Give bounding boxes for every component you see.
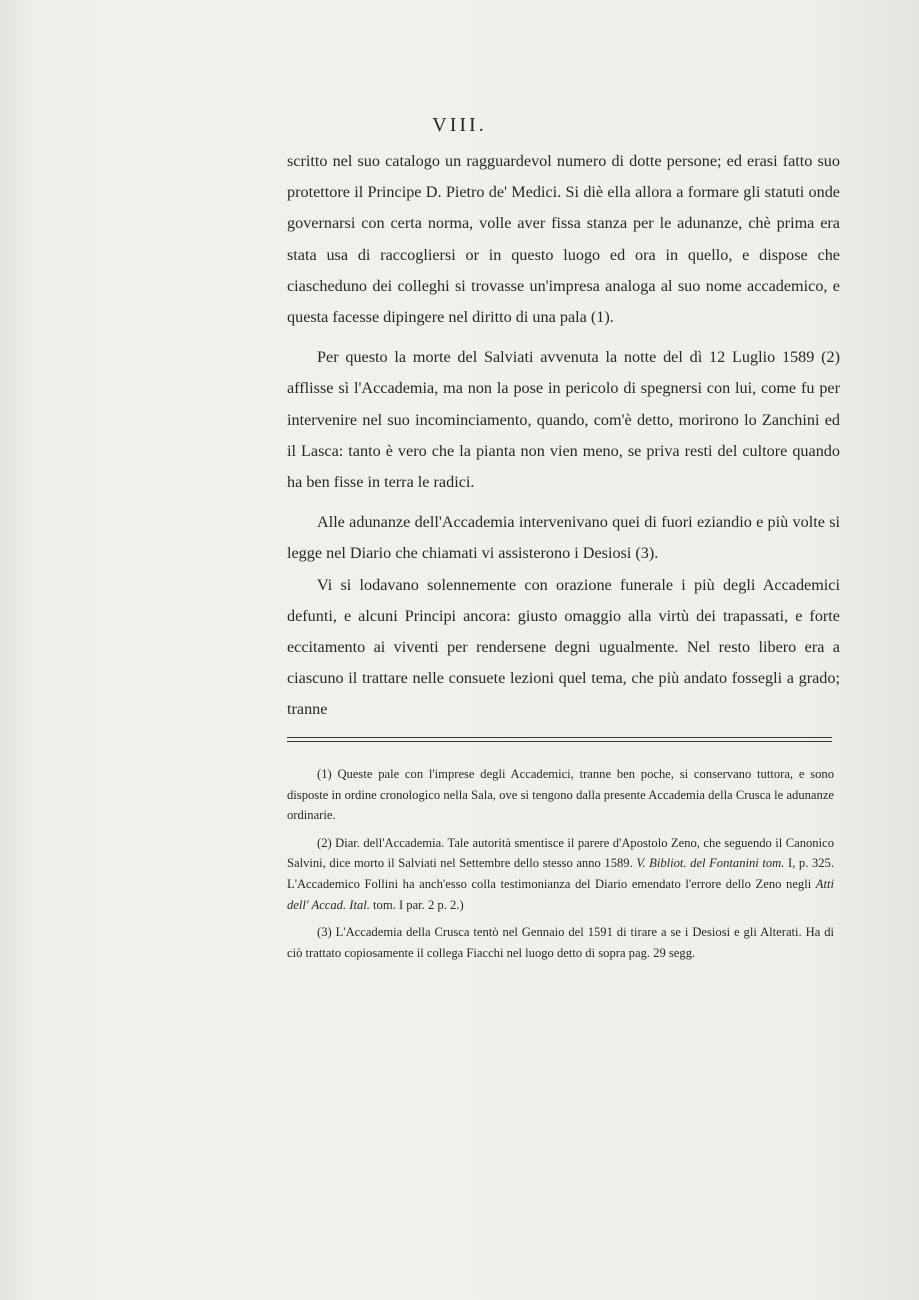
footnote: (1) Queste pale con l'imprese degli Accademici, tranne ben poche, si conservano tuttora, e sono disposte in ordine cronologico nella Sala, ove si tengono dalla presente Accademia della Crusca le adunanze ordinarie. (287, 767, 834, 823)
footnote (287, 833, 834, 915)
page-number: VIII. (432, 114, 487, 136)
footnotes (287, 764, 834, 970)
footnote-citation: V. Bibliot. del Fontanini tom. (636, 856, 785, 871)
footnote: (3) L'Accademia della Crusca tentò nel Gennaio del 1591 di tirare a se i Desiosi e gli Alterati. Ha di ciò trattato copiosamente il collega Fiacchi nel luogo detto di sopra pag. 29 segg. (287, 925, 834, 960)
footnote-text: I, p. 325. L'Accademico Follini ha anch'esso colla testimonianza del Diario emendato l'errore dello Zeno negli (287, 856, 835, 891)
footnote-text: (2) Diar. dell'Accademia. Tale autorità smentisce il parere d'Apostolo Zeno, che seguendo il Canonico Salvini, dice morto il Salviati nel Settembre dello stesso anno 1589. (287, 835, 834, 871)
paragraph: Vi si lodavano solennemente con orazione funerale i più degli Accademici defunti, e alcuni Principi ancora: giusto omaggio alla virtù dei trapassati, e forte eccitamento ai viventi per rendersene degni ugualmente. Nel resto libero era a ciascuno il trattare nelle consuete lezioni quel tema, che più andato fossegli a grado; tranne (287, 575, 840, 719)
paragraph: Per questo la morte del Salviati avvenuta la notte del dì 12 Luglio 1589 (2) afflisse sì l'Accademia, ma non la pose in pericolo di spegnersi con lui, come fu per intervenire nel suo incominciamento, quando, com'è detto, morirono lo Zanchini ed il Lasca: tanto è vero che la pianta non vien meno, se priva resti del cultore quando ha ben fisse in terra le radici. (287, 348, 840, 492)
footnote-text: tom. I par. 2 p. 2.) (369, 897, 464, 912)
footnote-divider-second-line (287, 741, 832, 742)
footnote-citation: Atti dell' Accad. Ital. (287, 876, 834, 912)
main-text (287, 146, 840, 726)
paragraph: scritto nel suo catalogo un ragguardevol numero di dotte persone; ed erasi fatto suo protettore il Principe D. Pietro de' Medici. Si diè ella allora a formare gli statuti onde governarsi con certa norma, volle aver fissa stanza per le adunanze, chè prima era stata usa di raccogliersi or in questo luogo ed ora in quello, e dispose che ciascheduno dei colleghi si trovasse un'impresa analoga al suo nome accademico, e questa facesse dipingere nel diritto di una pala (1). (287, 152, 840, 327)
paragraph: Alle adunanze dell'Accademia intervenivano quei di fuori eziandio e più volte si legge nel Diario che chiamati vi assisterono i Desiosi (3). (287, 513, 840, 563)
footnote-divider (287, 737, 832, 738)
